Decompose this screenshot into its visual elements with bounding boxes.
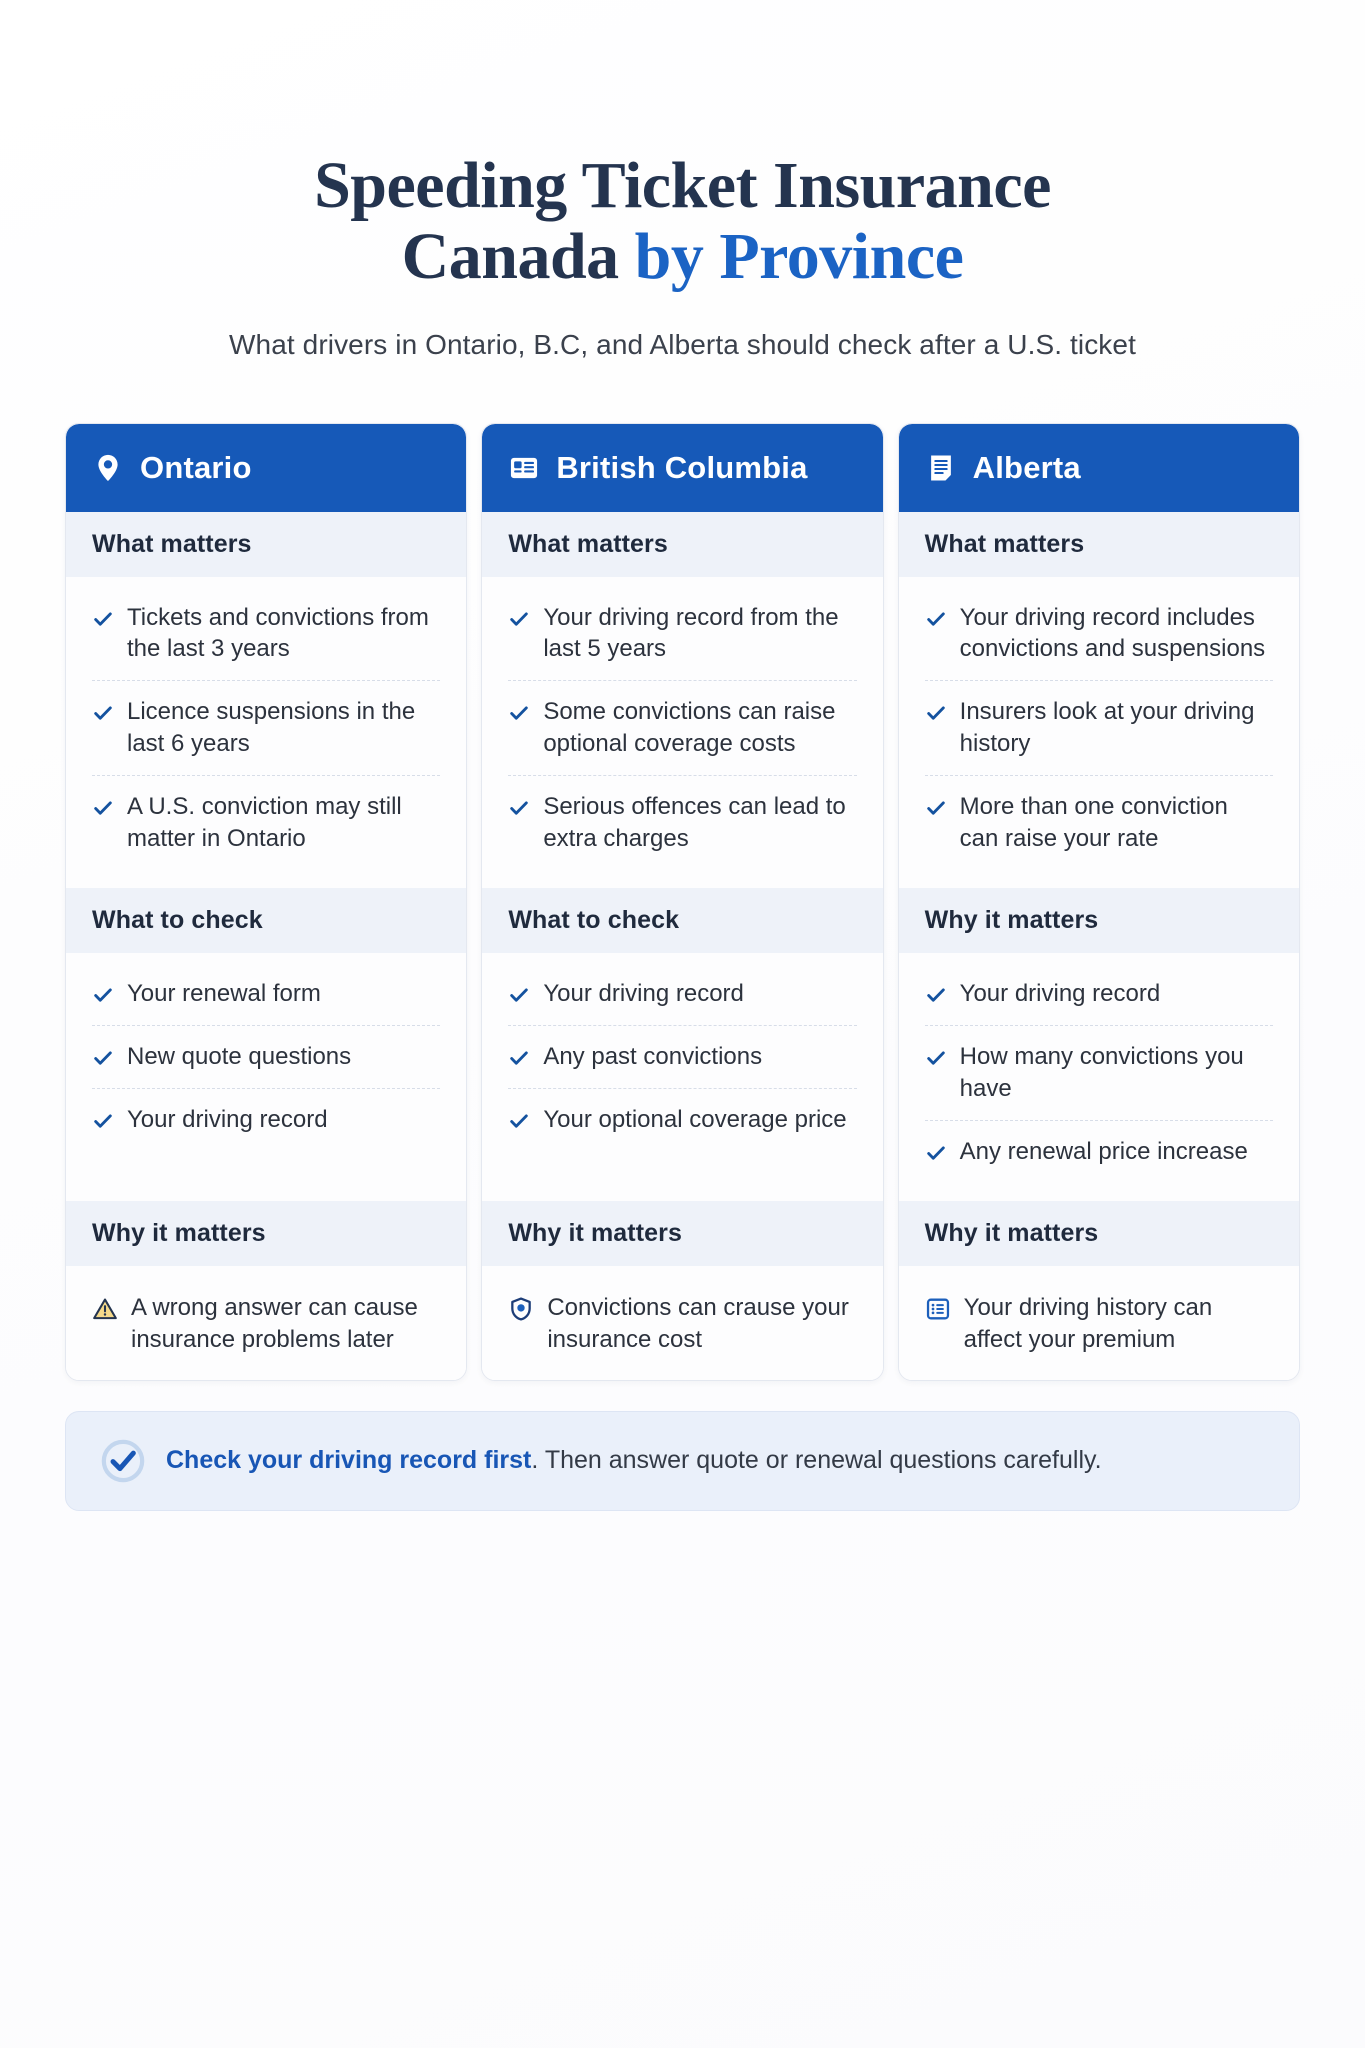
check-icon — [508, 980, 530, 1010]
list-item — [925, 587, 1273, 682]
list-item-label: Licence suspensions in the last 6 years — [127, 698, 416, 758]
list-item — [925, 776, 1273, 870]
section-title-what-to-check: What to check — [482, 888, 882, 953]
section-body-what-to-check — [66, 953, 466, 1201]
list-item — [508, 681, 856, 776]
check-icon — [508, 604, 530, 634]
check-icon — [92, 1106, 114, 1136]
list-item — [92, 1026, 440, 1089]
page-header — [0, 0, 1365, 361]
footer-callout-banner — [65, 1411, 1300, 1511]
province-name: Alberta — [972, 449, 1081, 485]
list-item — [925, 1121, 1273, 1183]
check-icon — [92, 604, 114, 634]
check-icon — [508, 1106, 530, 1136]
section-body-what-matters — [482, 577, 882, 888]
note-label: Your driving history can affect your premium — [963, 1293, 1213, 1353]
section-title-why-it-matters: Why it matters — [482, 1201, 882, 1266]
list-item — [92, 681, 440, 776]
card-header-ontario — [66, 424, 466, 512]
list-item-label: More than one conviction can raise your rate — [959, 793, 1228, 853]
list-item-label: Any renewal price increase — [959, 1137, 1248, 1165]
section-body-why-it-matters — [482, 1266, 882, 1380]
section-body-why-it-matters — [899, 1266, 1299, 1380]
check-circle-icon — [100, 1438, 146, 1484]
list-item-label: Your optional coverage price — [543, 1105, 847, 1133]
province-card-grid — [0, 423, 1365, 1381]
list-item-label: Your driving record from the last 5 years — [543, 603, 839, 663]
section-title-why-it-matters-upper: Why it matters — [899, 888, 1299, 953]
list-item — [92, 776, 440, 870]
note-label: A wrong answer can cause insurance problems later — [131, 1293, 418, 1353]
list-item — [508, 1089, 856, 1151]
list-item — [508, 776, 856, 870]
page-subtitle: What drivers in Ontario, B.C, and Alberta should check after a U.S. ticket — [229, 328, 1136, 360]
check-icon — [92, 980, 114, 1010]
list-item — [92, 963, 440, 1026]
check-icon — [508, 1043, 530, 1073]
id-card-icon — [508, 452, 540, 484]
list-item-label: How many convictions you have — [959, 1042, 1244, 1102]
card-header-british-columbia — [482, 424, 882, 512]
list-item-label: New quote questions — [127, 1042, 352, 1070]
province-card-ontario — [65, 423, 467, 1381]
check-icon — [925, 793, 947, 823]
list-item-label: A U.S. conviction may still matter in Ontario — [127, 793, 402, 853]
list-card-icon — [925, 1294, 951, 1324]
check-icon — [925, 980, 947, 1010]
section-title-what-matters: What matters — [66, 512, 466, 577]
list-item — [92, 1089, 440, 1151]
footer-rest-text: . Then answer quote or renewal questions carefully. — [531, 1446, 1102, 1475]
list-item — [925, 963, 1273, 1026]
shield-icon — [508, 1294, 534, 1324]
list-item — [925, 1026, 1273, 1121]
list-item — [508, 587, 856, 682]
list-item-label: Tickets and convictions from the last 3 years — [127, 603, 429, 663]
list-item-label: Your renewal form — [127, 979, 321, 1007]
province-card-alberta — [898, 423, 1300, 1381]
province-card-british-columbia — [481, 423, 883, 1381]
section-title-what-matters: What matters — [899, 512, 1299, 577]
footer-callout-text — [166, 1444, 1102, 1477]
warning-triangle-icon — [92, 1294, 118, 1324]
section-body-why-it-matters-upper — [899, 953, 1299, 1201]
check-icon — [925, 698, 947, 728]
check-icon — [92, 1043, 114, 1073]
note-label: Convictions can crause your insurance cost — [547, 1293, 849, 1353]
check-icon — [508, 793, 530, 823]
section-body-what-matters — [66, 577, 466, 888]
list-item-label: Insurers look at your driving history — [959, 698, 1255, 758]
map-pin-icon — [92, 452, 124, 484]
section-title-why-it-matters: Why it matters — [66, 1201, 466, 1266]
list-item-label: Some convictions can raise optional coverage costs — [543, 698, 836, 758]
document-icon — [925, 452, 957, 484]
list-item-label: Your driving record — [127, 1105, 328, 1133]
list-item-label: Your driving record — [543, 979, 744, 1007]
check-icon — [925, 1138, 947, 1168]
section-title-why-it-matters: Why it matters — [899, 1201, 1299, 1266]
check-icon — [92, 793, 114, 823]
note-row — [925, 1276, 1273, 1362]
title-line-2-accent: by Province — [634, 220, 964, 294]
section-body-what-matters — [899, 577, 1299, 888]
note-row — [508, 1276, 856, 1362]
title-line-2-main: Canada — [401, 220, 635, 294]
list-item-label: Your driving record includes convictions and suspensions — [959, 603, 1266, 663]
list-item-label: Any past convictions — [543, 1042, 763, 1070]
section-body-why-it-matters — [66, 1266, 466, 1380]
check-icon — [92, 698, 114, 728]
list-item — [92, 587, 440, 682]
list-item — [925, 681, 1273, 776]
page-title — [80, 150, 1285, 293]
province-name: British Columbia — [556, 449, 808, 485]
check-icon — [925, 604, 947, 634]
check-icon — [508, 698, 530, 728]
title-line-1: Speeding Ticket Insurance — [314, 149, 1051, 222]
section-title-what-to-check: What to check — [66, 888, 466, 953]
list-item-label: Your driving record — [959, 979, 1161, 1007]
list-item — [508, 1026, 856, 1089]
province-name: Ontario — [140, 449, 252, 485]
card-header-alberta — [899, 424, 1299, 512]
list-item — [508, 963, 856, 1026]
footer-strong-text: Check your driving record first — [166, 1446, 532, 1475]
list-item-label: Serious offences can lead to extra charges — [543, 793, 846, 853]
note-row — [92, 1276, 440, 1362]
section-title-what-matters: What matters — [482, 512, 882, 577]
section-body-what-to-check — [482, 953, 882, 1201]
check-icon — [925, 1043, 947, 1073]
